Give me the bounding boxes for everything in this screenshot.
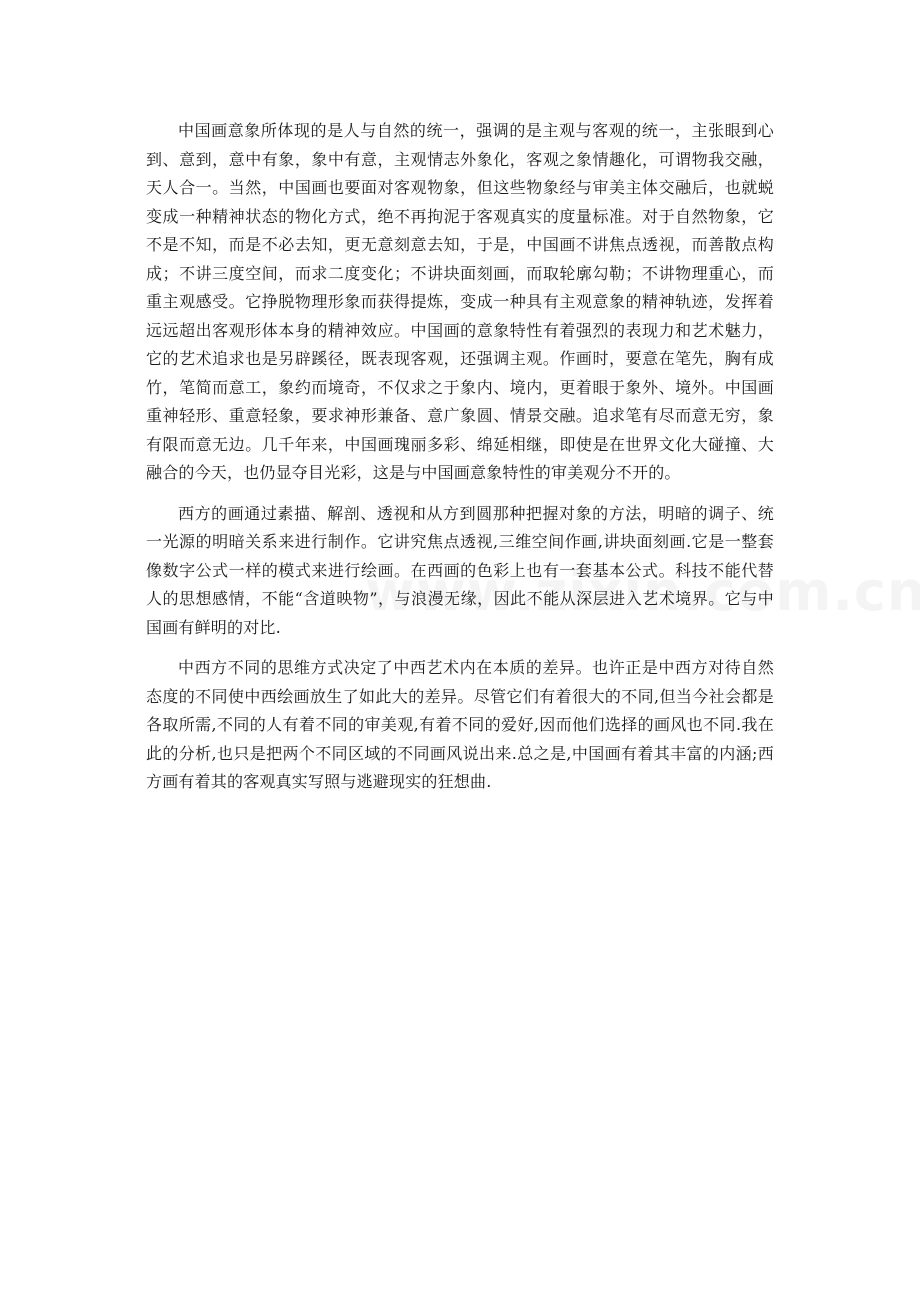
paragraph-western-painting: 西方的画通过素描、解剖、透视和从方到圆那种把握对象的方法，明暗的调子、统一光源的明暗关系来进行制作。它讲究焦点透视,三维空间作画,讲块面刻画.它是一整套像数字公式一样的模式来进行绘画。在西画的色彩上也有一套基本公式。科技不能代替人的思想感情，不能“含道映物”，与浪漫无缘，因此不能从深层进入艺术境界。它与中国画有鲜明的对比. (146, 503, 774, 637)
paragraph-conclusion: 中西方不同的思维方式决定了中西艺术内在本质的差异。也许正是中西方对待自然态度的不同使中西绘画放生了如此大的差异。尽管它们有着很大的不同,但当今社会都是各取所需,不同的人有着不同的审美观,有着不同的爱好,因而他们选择的画风也不同.我在此的分析,也只是把两个不同区域的不同画风说出来.总之是,中国画有着其丰富的内涵;西方画有着其的客观真实写照与逃避现实的狂想曲. (146, 658, 774, 791)
paragraph-chinese-painting: 中国画意象所体现的是人与自然的统一，强调的是主观与客观的统一，主张眼到心到、意到，意中有象，象中有意，主观情志外象化，客观之象情趣化，可谓物我交融，天人合一。当然，中国画也要面对客观物象，但这些物象经与审美主体交融后，也就蜕变成一种精神状态的物化方式，绝不再拘泥于客观真实的度量标准。对于自然物象，它不是不知，而是不必去知，更无意刻意去知，于是，中国画不讲焦点透视，而善散点构成；不讲三度空间，而求二度变化；不讲块面刻画，而取轮廓勾勒；不讲物理重心，而重主观感受。它挣脱物理形象而获得提炼，变成一种具有主观意象的精神轨迹，发挥着远远超出客观形体本身的精神效应。中国画的意象特性有着强烈的表现力和艺术魅力，它的艺术追求也是另辟蹊径，既表现客观，还强调主观。作画时，要意在笔先，胸有成竹，笔简而意工，象约而境奇，不仅求之于象内、境内，更着眼于象外、境外。中国画重神轻形、重意轻象，要求神形兼备、意广象圆、情景交融。追求笔有尽而意无穷，象有限而意无边。几千年来，中国画瑰丽多彩、绵延相继，即使是在世界文化大碰撞、大融合的今天，也仍显夺目光彩，这是与中国画意象特性的审美观分不开的。 (146, 121, 774, 482)
document-body (146, 117, 774, 797)
